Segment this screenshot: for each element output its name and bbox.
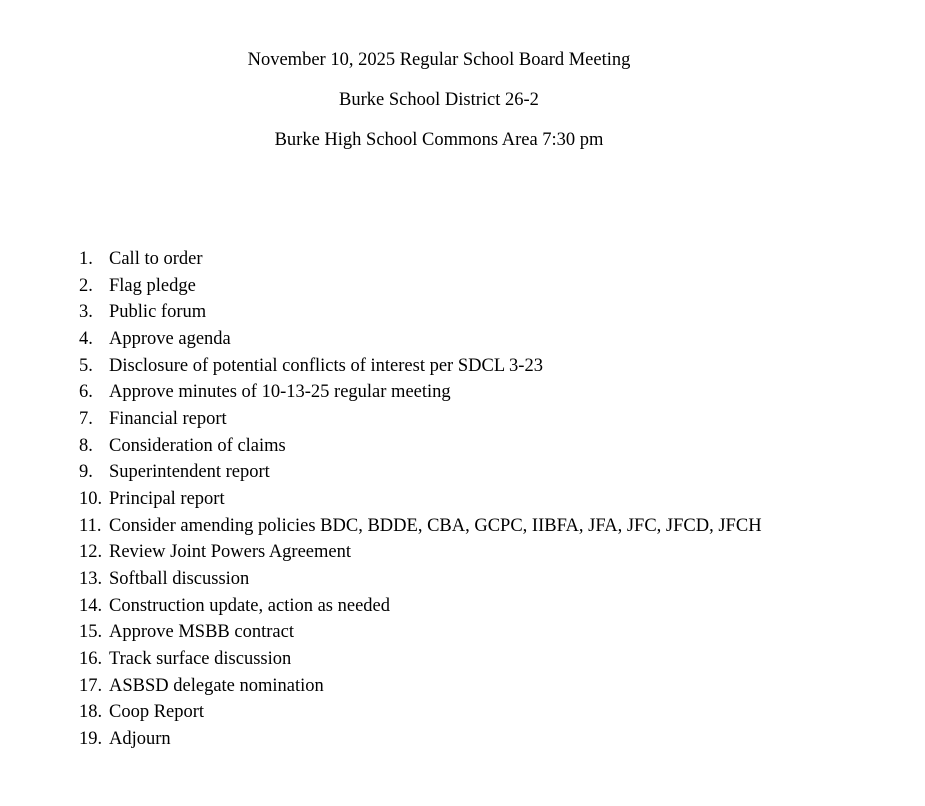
agenda-item xyxy=(79,728,762,755)
agenda-item-text: Call to order xyxy=(109,249,203,269)
agenda-item-text: Public forum xyxy=(109,302,207,323)
agenda-item-text: Approve agenda xyxy=(109,328,231,349)
agenda-item-number: 11. xyxy=(79,515,102,536)
agenda-item-number: 12. xyxy=(79,542,103,563)
agenda-item xyxy=(79,595,762,622)
agenda-item-text: Track surface discussion xyxy=(109,648,292,669)
agenda-item xyxy=(79,701,762,728)
agenda-item-number: 13. xyxy=(79,568,103,589)
agenda-item xyxy=(79,621,762,648)
agenda-item xyxy=(79,541,762,568)
agenda-item-number: 6. xyxy=(79,382,93,403)
agenda-item-text: Construction update, action as needed xyxy=(109,595,391,616)
agenda-item-number: 18. xyxy=(79,702,103,723)
agenda-item-number: 19. xyxy=(79,728,103,749)
agenda-item-text: Disclosure of potential conflicts of interest per SDCL 3-23 xyxy=(109,355,543,376)
agenda-item-number: 1. xyxy=(79,249,93,269)
meeting-title: November 10, 2025 Regular School Board Meeting xyxy=(247,50,631,70)
agenda-item xyxy=(79,461,762,488)
agenda-item xyxy=(79,515,762,542)
agenda-item xyxy=(79,648,762,675)
agenda-item-number: 4. xyxy=(79,328,93,349)
agenda-item-number: 5. xyxy=(79,355,93,376)
agenda-item-text: Superintendent report xyxy=(109,462,270,483)
agenda-item-text: Financial report xyxy=(109,408,227,429)
agenda-item-text: ASBSD delegate nomination xyxy=(109,675,324,696)
agenda-item xyxy=(79,568,762,595)
district-name: Burke School District 26-2 xyxy=(339,90,539,110)
meeting-location: Burke High School Commons Area 7:30 pm xyxy=(274,130,604,150)
agenda-item-number: 9. xyxy=(79,462,93,483)
agenda-item-number: 3. xyxy=(79,302,93,323)
agenda-item-text: Softball discussion xyxy=(109,568,250,589)
agenda-item xyxy=(79,248,762,275)
agenda-item-text: Consideration of claims xyxy=(109,435,286,456)
agenda-item xyxy=(79,355,762,382)
agenda-item-number: 10. xyxy=(79,488,103,509)
agenda-item xyxy=(79,275,762,302)
agenda-item-number: 7. xyxy=(79,408,93,429)
agenda-item-number: 16. xyxy=(79,648,103,669)
agenda-item-number: 14. xyxy=(79,595,103,616)
agenda-item-text: Principal report xyxy=(109,488,225,509)
agenda-item-text: Coop Report xyxy=(109,702,205,723)
agenda-item xyxy=(79,328,762,355)
agenda-item-text: Adjourn xyxy=(109,728,171,749)
agenda-item-text: Approve MSBB contract xyxy=(109,622,294,643)
agenda-item xyxy=(79,408,762,435)
agenda-item xyxy=(79,381,762,408)
agenda-item xyxy=(79,488,762,515)
agenda-item xyxy=(79,675,762,702)
agenda-item-text: Flag pledge xyxy=(109,275,196,296)
agenda-item-number: 17. xyxy=(79,675,103,696)
agenda-item-text: Review Joint Powers Agreement xyxy=(109,542,351,563)
agenda-item-number: 15. xyxy=(79,622,103,643)
agenda-item-text: Consider amending policies BDC, BDDE, CBA, GCPC, IIBFA, JFA, JFC, JFCD, JFCH xyxy=(109,515,762,536)
agenda-item xyxy=(79,435,762,462)
agenda-item-number: 2. xyxy=(79,275,93,296)
agenda-item xyxy=(79,301,762,328)
agenda-item-number: 8. xyxy=(79,435,93,456)
agenda-list xyxy=(79,248,762,754)
agenda-item-text: Approve minutes of 10-13-25 regular meeting xyxy=(109,382,451,403)
